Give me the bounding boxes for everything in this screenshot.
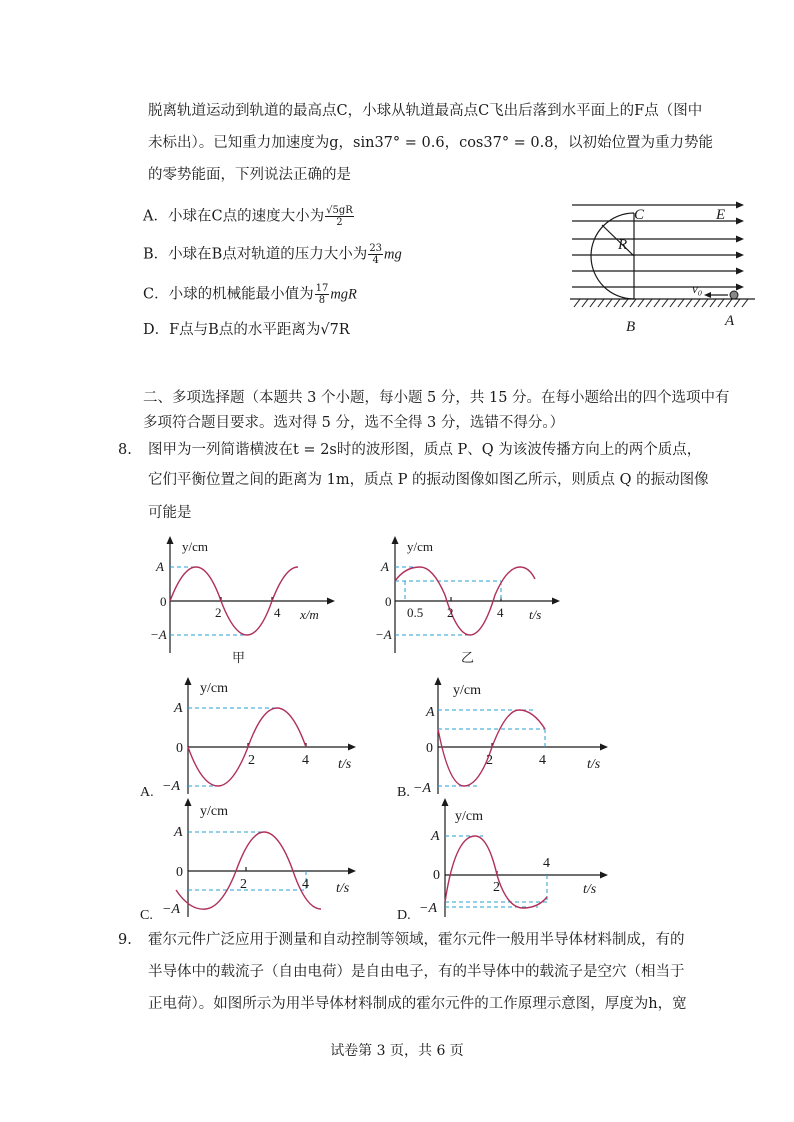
q9-line3: 正电荷）。如图所示为用半导体材料制成的霍尔元件的工作原理示意图，厚度为h，宽: [148, 996, 687, 1012]
tick-label: 4: [274, 605, 281, 620]
section2-line2: 多项符合题目要求。选对得 5 分，选不全得 3 分，选错不得分。）: [143, 415, 565, 431]
label-amp: A: [156, 559, 164, 574]
q7-option-c: [143, 283, 357, 306]
label-zero: 0: [385, 594, 392, 609]
section2-line1: 二、多项选择题（本题共 3 个小题，每小题 5 分，共 15 分。在每小题给出的四个选项中有: [143, 390, 730, 406]
q7-option-c-text: C．小球的机械能最小值为: [143, 286, 314, 303]
label-neg-amp: −A: [162, 779, 180, 794]
label-amp: A: [381, 559, 389, 574]
q9-line1: 霍尔元件广泛应用于测量和自动控制等领域，霍尔元件一般用半导体材料制成，有的: [148, 932, 685, 948]
ylabel: y/cm: [200, 804, 228, 819]
label-zero: 0: [433, 868, 440, 883]
xlabel: t/s: [336, 881, 350, 896]
label-neg-amp: −A: [375, 627, 392, 642]
q7-line1: 脱离轨道运动到轨道的最高点C，小球从轨道最高点C飞出后落到水平面上的F点（图中: [148, 103, 703, 119]
ylabel: y/cm: [455, 809, 483, 824]
tick-label: 2: [248, 753, 255, 768]
label-amp: A: [426, 705, 435, 720]
tick-label: 4: [302, 753, 309, 768]
q9-line2: 半导体中的载流子（自由电荷）是自由电子，有的半导体中的载流子是空穴（相当于: [148, 964, 685, 980]
ylabel: y/cm: [453, 683, 481, 698]
q7-option-b-suffix: mg: [384, 246, 402, 263]
q7-option-a: [143, 205, 355, 228]
q7-option-a-frac: $\frac{√5gR}{2}$: [326, 205, 353, 228]
graph-option-d: [393, 795, 623, 925]
ylabel: y/cm: [200, 681, 228, 696]
ylabel: y/cm: [182, 539, 208, 554]
q7-option-b-text: B．小球在B点对轨道的压力大小为: [143, 246, 368, 263]
label-amp: A: [174, 701, 183, 716]
label-b: B: [626, 319, 636, 335]
q7-option-b-frac: $\frac{23}{4}$: [369, 243, 383, 266]
label-r: R: [618, 237, 628, 253]
option-label: B.: [397, 785, 410, 800]
tick-label: 2: [486, 753, 493, 768]
graph-option-a: [136, 672, 366, 802]
caption: 甲: [232, 650, 246, 665]
tick-label: 2: [447, 605, 454, 620]
graph-option-b: [393, 672, 623, 802]
xlabel: t/s: [529, 607, 542, 622]
tick-label: 2: [240, 877, 247, 892]
option-label: D.: [397, 908, 411, 923]
label-zero: 0: [160, 594, 167, 609]
q7-line3: 的零势能面，下列说法正确的是: [148, 167, 351, 183]
q7-option-c-suffix: mgR: [330, 286, 357, 303]
option-label: C.: [140, 908, 153, 923]
option-label: A.: [140, 785, 154, 800]
label-amp: A: [174, 825, 183, 840]
ylabel: y/cm: [407, 539, 433, 554]
label-v0: v₀: [692, 281, 703, 296]
xlabel: x/m: [300, 607, 319, 622]
label-zero: 0: [426, 741, 433, 756]
graph-yi: [365, 535, 585, 665]
xlabel: t/s: [587, 757, 601, 772]
xlabel: t/s: [583, 882, 597, 897]
q7-figure: [560, 195, 760, 335]
page-footer: 试卷第 3 页，共 6 页: [330, 1043, 464, 1059]
tick-label: 4: [543, 856, 550, 871]
tick-label: 0.5: [407, 605, 424, 620]
tick-label: 4: [302, 877, 309, 892]
label-zero: 0: [176, 741, 183, 756]
graph-option-c: [136, 795, 366, 925]
graph-jia: [140, 535, 340, 665]
q7-option-d: D．F点与B点的水平距离为√7R: [143, 322, 350, 338]
q8-line2: 它们平衡位置之间的距离为 1m，质点 P 的振动图像如图乙所示，则质点 Q 的振动图像: [148, 472, 709, 488]
label-neg-amp: −A: [413, 781, 431, 796]
label-e: E: [716, 207, 726, 223]
q7-line2: 未标出）。已知重力加速度为g，sin37° = 0.6，cos37° = 0.8，以初始位置为重力势能: [148, 135, 713, 151]
q9-number: 9.: [118, 932, 132, 948]
caption: 乙: [461, 650, 475, 665]
q8-line3: 可能是: [148, 505, 192, 521]
tick-label: 4: [497, 605, 504, 620]
label-zero: 0: [176, 865, 183, 880]
q7-option-c-frac: $\frac{17}{8}$: [315, 283, 329, 306]
label-amp: A: [431, 829, 440, 844]
label-neg-amp: −A: [150, 627, 167, 642]
tick-label: 2: [493, 880, 500, 895]
q8-number: 8.: [118, 442, 132, 458]
tick-label: 2: [215, 605, 222, 620]
q7-option-b: [143, 243, 402, 266]
q8-line1: 图甲为一列简谐横波在t = 2s时的波形图，质点 P、Q 为该波传播方向上的两个质点，: [148, 442, 702, 458]
label-neg-amp: −A: [162, 902, 180, 917]
q7-option-a-text: A．小球在C点的速度大小为: [143, 208, 325, 225]
label-a: A: [725, 313, 735, 329]
tick-label: 4: [539, 753, 546, 768]
xlabel: t/s: [338, 757, 352, 772]
label-c: C: [634, 207, 645, 223]
label-neg-amp: −A: [419, 901, 437, 916]
